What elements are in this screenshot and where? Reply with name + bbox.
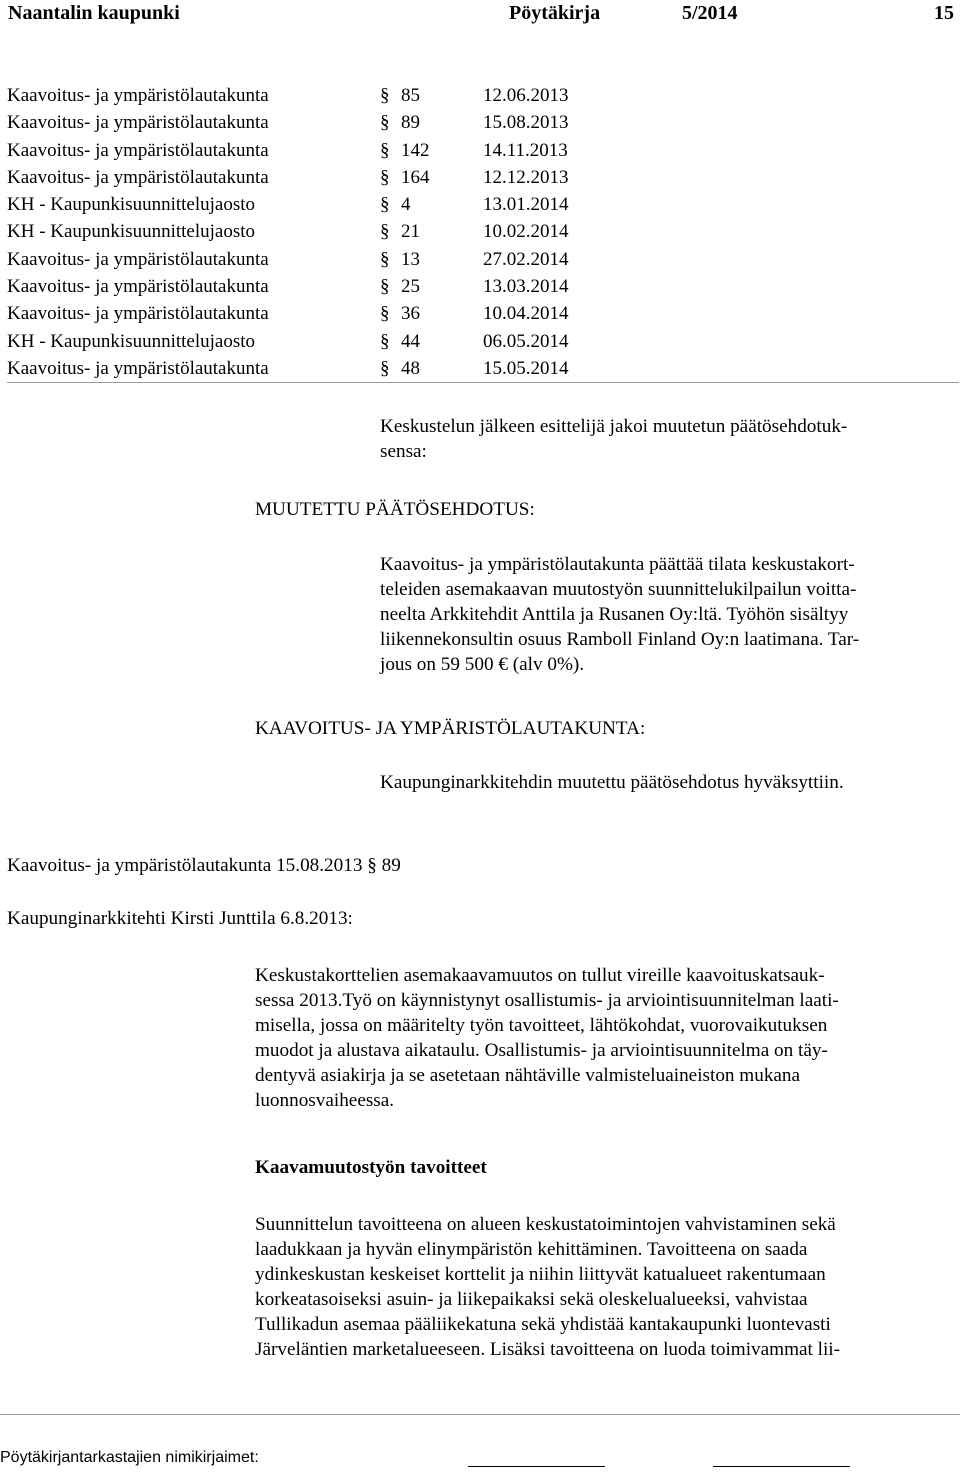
section-sign: § [380, 221, 390, 243]
history-body: Kaavoitus- ja ympäristölautakunta [7, 112, 269, 134]
history-section-number: 89 [401, 112, 420, 134]
goals-line: laadukkaan ja hyvän elinympäristön kehittäminen. Tavoitteena on saada [255, 1239, 808, 1260]
history-row [0, 109, 960, 136]
history-section-number: 13 [401, 248, 420, 270]
history-row [0, 137, 960, 164]
history-section-number: 142 [401, 139, 430, 161]
history-section-number: 85 [401, 85, 420, 106]
history-date: 15.05.2014 [483, 357, 569, 379]
goals-line: Tullikadun asemaa pääliikekatuna sekä yhdistää kantakaupunki luontevasti [255, 1314, 831, 1335]
history-section-number: 4 [401, 194, 411, 216]
section-sign: § [380, 166, 390, 188]
goals-heading: Kaavamuutostyön tavoitteet [255, 1157, 487, 1178]
history-section-number: 25 [401, 276, 420, 298]
history-date: 14.11.2013 [483, 139, 568, 161]
history-row [0, 164, 960, 191]
goals-line: ydinkeskustan keskeiset korttelit ja niihin liittyvät katualueet rakentumaan [255, 1264, 826, 1285]
organization-name: Naantalin kaupunki [8, 2, 180, 24]
proposal-line: teleiden asemakaavan muutostyön suunnittelukilpailun voitta- [380, 579, 857, 600]
history-date: 27.02.2014 [483, 248, 569, 270]
discussion-line: sensa: [380, 441, 427, 462]
discussion-text [380, 414, 847, 464]
modified-proposal-label: MUUTETTU PÄÄTÖSEHDOTUS: [255, 499, 535, 520]
history-section-number: 44 [401, 330, 420, 352]
history-divider [7, 382, 959, 383]
section-sign: § [380, 85, 390, 106]
history-body: Kaavoitus- ja ympäristölautakunta [7, 357, 269, 379]
intro-text [255, 963, 839, 1113]
board-decision: Kaupunginarkkitehdin muutettu päätösehdotus hyväksyttiin. [380, 772, 844, 793]
section-sign: § [380, 139, 390, 161]
modified-proposal-text [380, 552, 859, 677]
history-body: KH - Kaupunkisuunnittelujaosto [7, 330, 256, 352]
history-date: 15.08.2013 [483, 112, 569, 134]
proposal-line: Kaavoitus- ja ympäristölautakunta päättää tilata keskustakort- [380, 554, 855, 575]
history-row [0, 246, 960, 273]
page-header [0, 0, 960, 30]
history-body: Kaavoitus- ja ympäristölautakunta [7, 85, 269, 106]
section-sign: § [380, 112, 390, 134]
goals-text [255, 1212, 840, 1362]
section-sign: § [380, 357, 390, 379]
section-sign: § [380, 330, 390, 352]
footer-label: Pöytäkirjantarkastajien nimikirjaimet: [0, 1449, 259, 1466]
history-date: 06.05.2014 [483, 330, 569, 352]
history-section-number: 21 [401, 221, 420, 243]
history-row [0, 328, 960, 355]
section-reference: Kaavoitus- ja ympäristölautakunta 15.08.2013 § 89 [7, 855, 401, 876]
history-date: 10.02.2014 [483, 221, 569, 243]
handling-history [0, 82, 960, 382]
intro-line: sessa 2013.Työ on käynnistynyt osallistumis- ja arviointisuunnitelman laati- [255, 990, 839, 1011]
goals-line: Järveläntien marketalueeseen. Lisäksi tavoitteena on luoda toimivammat lii- [255, 1339, 841, 1360]
goals-line: korkeatasoiseksi asuin- ja liikepaikaksi sekä oleskelualueeksi, vahvistaa [255, 1289, 808, 1310]
proposal-line: jous on 59 500 € (alv 0%). [380, 654, 585, 675]
history-row [0, 82, 960, 109]
intro-line: misella, jossa on määritelty työn tavoitteet, lähtökohdat, vuorovaikutuksen [255, 1015, 828, 1036]
history-date: 13.03.2014 [483, 276, 569, 298]
history-date: 10.04.2014 [483, 303, 569, 325]
section-sign: § [380, 303, 390, 325]
history-body: Kaavoitus- ja ympäristölautakunta [7, 248, 269, 270]
history-date: 13.01.2014 [483, 194, 569, 216]
minutes-number: 5/2014 [682, 2, 738, 24]
document-type: Pöytäkirja [509, 2, 601, 24]
board-label: KAAVOITUS- JA YMPÄRISTÖLAUTAKUNTA: [255, 718, 646, 739]
section-sign: § [380, 248, 390, 270]
history-row [0, 300, 960, 327]
history-row [0, 355, 960, 382]
history-body: KH - Kaupunkisuunnittelujaosto [7, 221, 256, 243]
discussion-line: Keskustelun jälkeen esittelijä jakoi muutetun päätösehdotuk- [380, 416, 848, 437]
history-row [0, 218, 960, 245]
history-date: 12.06.2013 [483, 85, 569, 106]
history-body: Kaavoitus- ja ympäristölautakunta [7, 166, 269, 188]
intro-line: luonnosvaiheessa. [255, 1090, 395, 1111]
history-section-number: 48 [401, 357, 420, 379]
history-body: Kaavoitus- ja ympäristölautakunta [7, 276, 269, 298]
presenter-line: Kaupunginarkkitehti Kirsti Junttila 6.8.2013: [7, 908, 353, 929]
intro-line: muodot ja alustava aikataulu. Osallistumis- ja arviointisuunnitelma on täy- [255, 1040, 828, 1061]
goals-line: Suunnittelun tavoitteena on alueen keskustatoimintojen vahvistaminen sekä [255, 1214, 836, 1235]
signature-line-2 [713, 1466, 850, 1467]
history-body: Kaavoitus- ja ympäristölautakunta [7, 139, 269, 161]
history-date: 12.12.2013 [483, 166, 569, 188]
proposal-line: liikennekonsultin osuus Ramboll Finland Oy:n laatimana. Tar- [380, 629, 860, 650]
intro-line: dentyvä asiakirja ja se asetetaan nähtäville valmisteluaineiston mukana [255, 1065, 801, 1086]
footer-divider [0, 1414, 960, 1415]
history-section-number: 36 [401, 303, 420, 325]
history-row [0, 191, 960, 218]
page-number: 15 [934, 2, 954, 24]
history-row [0, 273, 960, 300]
proposal-line: neelta Arkkitehdit Anttila ja Rusanen Oy:ltä. Työhön sisältyy [380, 604, 849, 625]
history-body: Kaavoitus- ja ympäristölautakunta [7, 303, 269, 325]
history-section-number: 164 [401, 166, 430, 188]
signature-line-1 [468, 1466, 605, 1467]
section-sign: § [380, 276, 390, 298]
history-body: KH - Kaupunkisuunnittelujaosto [7, 194, 256, 216]
intro-line: Keskustakorttelien asemakaavamuutos on tullut vireille kaavoituskatsauk- [255, 965, 825, 986]
section-sign: § [380, 194, 390, 216]
